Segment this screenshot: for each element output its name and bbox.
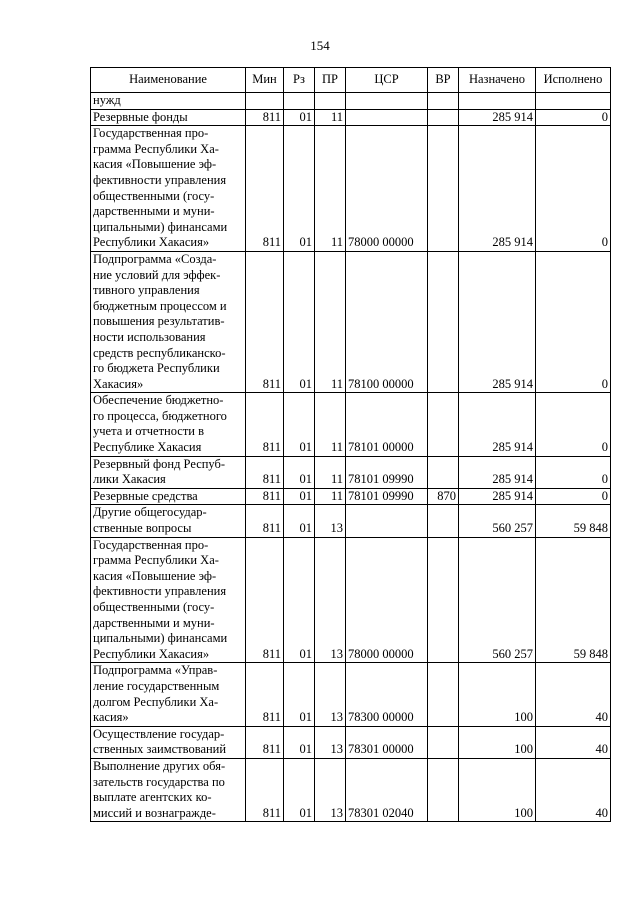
cell-executed: 59 848	[536, 505, 611, 537]
cell-vr	[428, 537, 459, 663]
cell-min: 811	[246, 393, 284, 456]
cell-pr: 13	[315, 505, 346, 537]
cell-name-line: касия «Повышение эф-	[93, 157, 217, 172]
cell-min: 811	[246, 726, 284, 758]
cell-min: 811	[246, 505, 284, 537]
cell-min: 811	[246, 663, 284, 726]
cell-rz: 01	[284, 663, 315, 726]
cell-pr: 13	[315, 726, 346, 758]
cell-name-line: го бюджета Республики	[93, 361, 220, 376]
table-row	[91, 726, 611, 758]
cell-name-line: Резервный фонд Респуб-	[93, 456, 226, 471]
cell-name-line: фективности управления	[93, 584, 227, 599]
cell-csr: 78000 00000	[346, 126, 428, 252]
cell-min: 811	[246, 537, 284, 663]
cell-csr: 78101 09990	[346, 456, 428, 488]
cell-name-line: выплате агентских ко-	[93, 790, 212, 805]
cell-name-line: ние условий для эффек-	[93, 267, 221, 282]
cell-executed: 40	[536, 726, 611, 758]
table-row	[91, 251, 611, 392]
table-row	[91, 93, 611, 110]
cell-csr: 78101 09990	[346, 488, 428, 505]
cell-name	[91, 726, 246, 758]
cell-csr: 78300 00000	[346, 663, 428, 726]
cell-executed: 0	[536, 126, 611, 252]
cell-planned: 285 914	[459, 393, 536, 456]
cell-planned: 560 257	[459, 505, 536, 537]
cell-name-line: Выполнение других обя-	[93, 758, 226, 773]
header-rz: Рз	[284, 68, 315, 93]
cell-pr: 13	[315, 537, 346, 663]
header-row	[91, 68, 611, 93]
cell-name-line: касия»	[93, 710, 129, 725]
cell-name	[91, 537, 246, 663]
page-number: 154	[310, 38, 330, 53]
cell-name-line: Государственная про-	[93, 126, 209, 141]
cell-min: 811	[246, 488, 284, 505]
cell-planned: 285 914	[459, 488, 536, 505]
cell-vr	[428, 663, 459, 726]
budget-table	[90, 67, 611, 822]
cell-name-line: Хакасия»	[93, 376, 144, 391]
cell-executed: 0	[536, 251, 611, 392]
cell-vr	[428, 456, 459, 488]
cell-rz: 01	[284, 109, 315, 126]
cell-name-line: грамма Республики Ха-	[93, 553, 219, 568]
cell-pr: 11	[315, 456, 346, 488]
cell-pr: 13	[315, 758, 346, 821]
header-planned: Назначено	[459, 68, 536, 93]
cell-vr	[428, 758, 459, 821]
cell-name-line: фективности управления	[93, 172, 227, 187]
cell-name	[91, 505, 246, 537]
cell-min	[246, 93, 284, 110]
cell-name	[91, 109, 246, 126]
cell-min: 811	[246, 456, 284, 488]
table-row	[91, 537, 611, 663]
table-row	[91, 663, 611, 726]
cell-name-line: повышения результатив-	[93, 314, 225, 329]
cell-name-line: дарственными и муни-	[93, 204, 215, 219]
cell-vr	[428, 251, 459, 392]
cell-rz: 01	[284, 488, 315, 505]
cell-csr: 78301 00000	[346, 726, 428, 758]
cell-name-line: учета и отчетности в	[93, 424, 205, 439]
cell-name	[91, 393, 246, 456]
cell-name-line: нужд	[93, 93, 121, 107]
cell-name-line: средств республиканско-	[93, 345, 226, 360]
cell-planned: 100	[459, 663, 536, 726]
cell-name	[91, 93, 246, 110]
header-executed: Исполнено	[536, 68, 611, 93]
cell-planned: 100	[459, 758, 536, 821]
cell-name-line: ственных заимствований	[93, 742, 227, 757]
cell-name-line: Другие общегосудар-	[93, 505, 207, 520]
cell-name-line: ципальными) финансами	[93, 631, 228, 646]
cell-name-line: ципальными) финансами	[93, 219, 228, 234]
cell-min: 811	[246, 251, 284, 392]
cell-csr: 78100 00000	[346, 251, 428, 392]
cell-name-line: Государственная про-	[93, 537, 209, 552]
cell-name-line: тивного управления	[93, 283, 200, 298]
cell-name-line: Подпрограмма «Созда-	[93, 251, 217, 266]
cell-pr: 13	[315, 663, 346, 726]
cell-csr	[346, 505, 428, 537]
table-row	[91, 456, 611, 488]
cell-planned: 285 914	[459, 251, 536, 392]
cell-name-line: Республики Хакасия»	[93, 646, 210, 661]
cell-pr: 11	[315, 251, 346, 392]
cell-name-line: ственные вопросы	[93, 521, 192, 536]
cell-min: 811	[246, 109, 284, 126]
cell-name	[91, 126, 246, 252]
cell-executed: 0	[536, 109, 611, 126]
cell-rz: 01	[284, 726, 315, 758]
cell-planned: 285 914	[459, 109, 536, 126]
cell-name	[91, 758, 246, 821]
cell-rz	[284, 93, 315, 110]
cell-rz: 01	[284, 758, 315, 821]
cell-pr	[315, 93, 346, 110]
cell-csr	[346, 93, 428, 110]
cell-planned: 285 914	[459, 456, 536, 488]
cell-executed	[536, 93, 611, 110]
cell-planned: 560 257	[459, 537, 536, 663]
cell-name	[91, 663, 246, 726]
table-row	[91, 488, 611, 505]
cell-pr: 11	[315, 126, 346, 252]
cell-rz: 01	[284, 251, 315, 392]
cell-vr	[428, 726, 459, 758]
cell-csr: 78000 00000	[346, 537, 428, 663]
cell-name-line: миссий и вознагражде-	[93, 805, 216, 820]
header-pr: ПР	[315, 68, 346, 93]
header-name: Наименование	[91, 68, 246, 93]
table-row	[91, 393, 611, 456]
cell-rz: 01	[284, 505, 315, 537]
cell-name-line: Подпрограмма «Управ-	[93, 663, 218, 678]
cell-csr	[346, 109, 428, 126]
cell-name-line: го процесса, бюджетного	[93, 408, 227, 423]
cell-planned	[459, 93, 536, 110]
cell-executed: 40	[536, 758, 611, 821]
cell-pr: 11	[315, 393, 346, 456]
cell-name-line: Обеспечение бюджетно-	[93, 393, 224, 408]
cell-rz: 01	[284, 537, 315, 663]
cell-name-line: грамма Республики Ха-	[93, 141, 219, 156]
cell-vr	[428, 126, 459, 252]
cell-vr	[428, 109, 459, 126]
cell-csr: 78301 02040	[346, 758, 428, 821]
table-row	[91, 109, 611, 126]
cell-executed: 0	[536, 393, 611, 456]
cell-name-line: лики Хакасия	[93, 472, 166, 487]
cell-name-line: зательств государства по	[93, 774, 225, 789]
cell-name-line: бюджетным процессом и	[93, 298, 227, 313]
cell-planned: 285 914	[459, 126, 536, 252]
cell-name-line: Республике Хакасия	[93, 440, 202, 455]
cell-vr	[428, 93, 459, 110]
cell-pr: 11	[315, 109, 346, 126]
cell-name-line: долгом Республики Ха-	[93, 694, 219, 709]
header-min: Мин	[246, 68, 284, 93]
cell-name-line: общественными (госу-	[93, 600, 215, 614]
cell-name-line: ление государственным	[93, 678, 220, 693]
table-row	[91, 758, 611, 821]
cell-name-line: ности использования	[93, 329, 206, 344]
header-csr: ЦСР	[346, 68, 428, 93]
cell-csr: 78101 00000	[346, 393, 428, 456]
cell-executed: 40	[536, 663, 611, 726]
cell-vr	[428, 393, 459, 456]
header-vr: ВР	[428, 68, 459, 93]
cell-name	[91, 488, 246, 505]
cell-name-line: дарственными и муни-	[93, 615, 215, 630]
cell-name-line: касия «Повышение эф-	[93, 568, 217, 583]
table-row	[91, 505, 611, 537]
cell-rz: 01	[284, 393, 315, 456]
cell-min: 811	[246, 758, 284, 821]
cell-name-line: Резервные фонды	[93, 109, 188, 124]
cell-executed: 0	[536, 456, 611, 488]
cell-rz: 01	[284, 126, 315, 252]
cell-vr: 870	[428, 488, 459, 505]
cell-name	[91, 456, 246, 488]
table-row	[91, 126, 611, 252]
cell-min: 811	[246, 126, 284, 252]
cell-name-line: общественными (госу-	[93, 188, 215, 203]
cell-vr	[428, 505, 459, 537]
cell-planned: 100	[459, 726, 536, 758]
cell-executed: 59 848	[536, 537, 611, 663]
table-body	[91, 93, 611, 822]
cell-executed: 0	[536, 488, 611, 505]
cell-name-line: Осуществление государ-	[93, 726, 225, 741]
cell-name	[91, 251, 246, 392]
cell-pr: 11	[315, 488, 346, 505]
cell-name-line: Республики Хакасия»	[93, 235, 210, 250]
cell-name-line: Резервные средства	[93, 488, 198, 503]
cell-rz: 01	[284, 456, 315, 488]
